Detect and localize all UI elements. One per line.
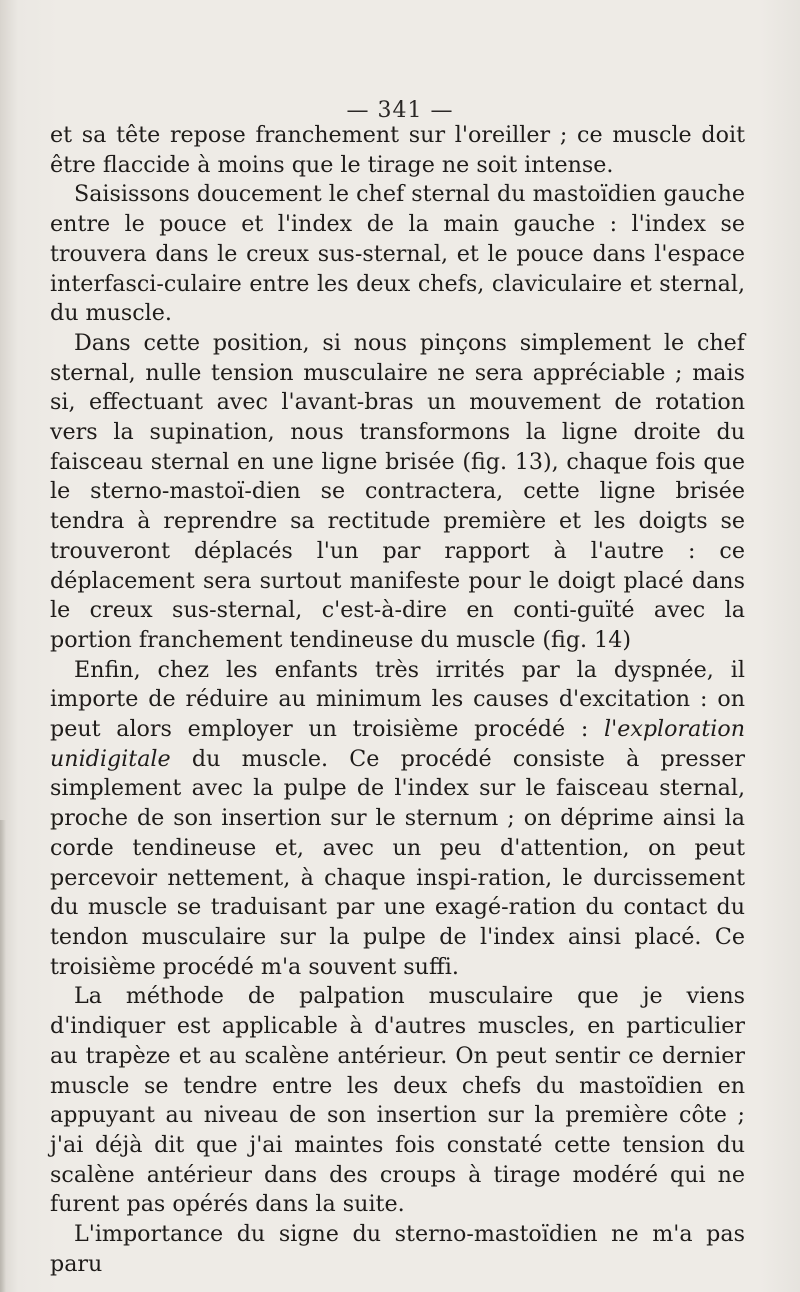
paragraph-text: du muscle. Ce procédé consiste à presser simplement avec la pulpe de l'index sur le faisceau sternal, proche de son insertion sur le sternum ; on déprime ainsi la corde tendineuse et, avec un peu d'attention, on peut percevoir nettement, à chaque inspi-ration, le durcissement du muscle se traduisant par une exagé-ration du contact du tendon musculaire sur la pulpe de l'index ainsi placé. Ce troisième procédé m'a souvent suffi. [50,745,745,980]
paragraph: Saisissons doucement le chef sternal du mastoïdien gauche entre le pouce et l'index de la main gauche : l'index se trouvera dans le creux sus-sternal, et le pouce dans l'espace interfasci-culaire entre les deux chefs, claviculaire et sternal, du muscle. [50,181,745,327]
paragraph [50,656,745,983]
paragraph: et sa tête repose franchement sur l'oreiller ; ce muscle doit être flaccide à moins que le tirage ne soit intense. [50,122,745,178]
emphasis-term: l'exploration unidigitale [50,716,745,772]
page-number: — 341 — [346,98,454,123]
paragraph: La méthode de palpation musculaire que je viens d'indiquer est applicable à d'autres muscles, en particulier au trapèze et au scalène antérieur. On peut sentir ce dernier muscle se tendre entre les deux chefs du mastoïdien en appuyant au niveau de son insertion sur la première côte ; j'ai déjà dit que j'ai maintes fois constaté cette tension du scalène antérieur dans des croups à tirage modéré qui ne furent pas opérés dans la suite. [50,983,745,1218]
paragraph-text: Enfin, chez les enfants très irrités par la dyspnée, il importe de réduire au minimum les causes d'excitation : on peut alors employer un troisième procédé : [50,656,745,743]
body-text [50,121,745,1279]
page-binding-shadow [0,820,6,1292]
paragraph: L'importance du signe du sterno-mastoïdien ne m'a pas paru [50,1221,745,1277]
paragraph: Dans cette position, si nous pinçons simplement le chef sternal, nulle tension musculaire ne sera appréciable ; mais si, effectuant avec l'avant-bras un mouvement de rotation vers la supination, nous transformons la ligne droite du faisceau sternal en une ligne brisée (fig. 13), chaque fois que le sterno-mastoï-dien se contractera, cette ligne brisée tendra à reprendre sa rectitude première et les doigts se trouveront déplacés l'un par rapport à l'autre : ce déplacement sera surtout manifeste pour le doigt placé dans le creux sus-sternal, c'est-à-dire en conti-guïté avec la portion franchement tendineuse du muscle (fig. 14) [50,329,745,653]
